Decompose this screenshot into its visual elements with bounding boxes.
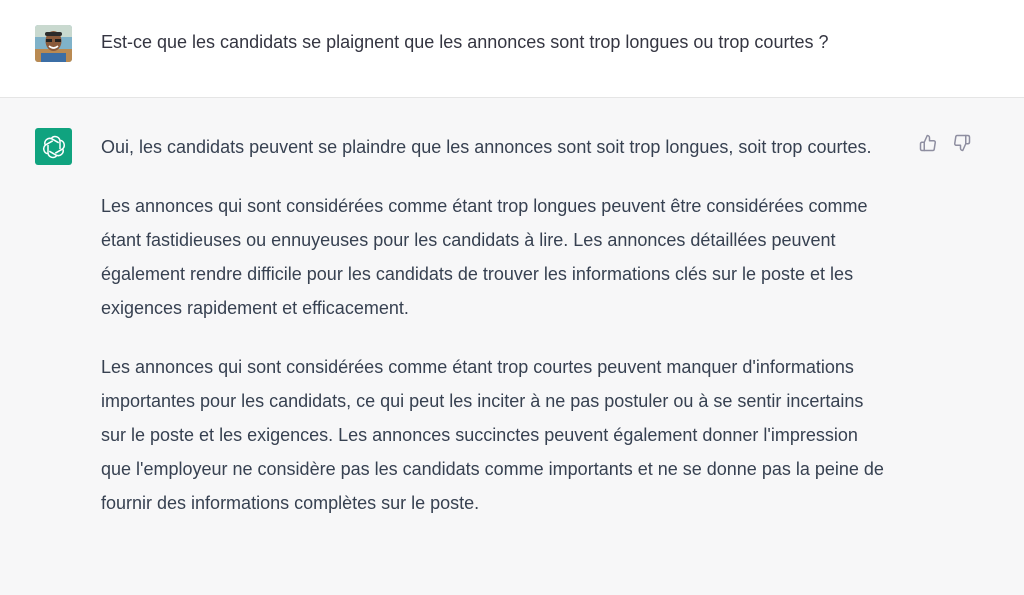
assistant-message-row [0, 98, 1024, 595]
answer-paragraph: Oui, les candidats peuvent se plaindre que les annonces sont soit trop longues, soit trop courtes. [101, 137, 872, 157]
thumbs-down-button[interactable] [951, 132, 973, 154]
thumbs-up-icon [919, 134, 937, 152]
user-message-row [0, 0, 1024, 98]
user-message-text: Est-ce que les candidats se plaignent que les annonces sont trop longues ou trop courtes ? [101, 32, 829, 52]
chatgpt-logo-icon [35, 128, 72, 165]
thumbs-up-button[interactable] [917, 132, 939, 154]
user-avatar [35, 25, 72, 62]
answer-paragraph: Les annonces qui sont considérées comme étant trop courtes peuvent manquer d'informations importantes pour les candidats, ce qui peut les inciter à ne pas postuler ou à se sentir incertains sur le poste et les exigences. Les annonces succinctes peuvent également donner l'impression que l'employeur ne considère pas les candidats comme importants et ne se donne pas la peine de fournir des informations complètes sur le poste. [101, 357, 884, 513]
thumbs-down-icon [953, 134, 971, 152]
assistant-message-text [101, 130, 891, 545]
answer-paragraph: Les annonces qui sont considérées comme étant trop longues peuvent être considérées comme étant fastidieuses ou ennuyeuses pour les candidats à lire. Les annonces détaillées peuvent également rendre difficile pour les candidats de trouver les informations clés sur le poste et les exigences rapidement et efficacement. [101, 196, 868, 318]
